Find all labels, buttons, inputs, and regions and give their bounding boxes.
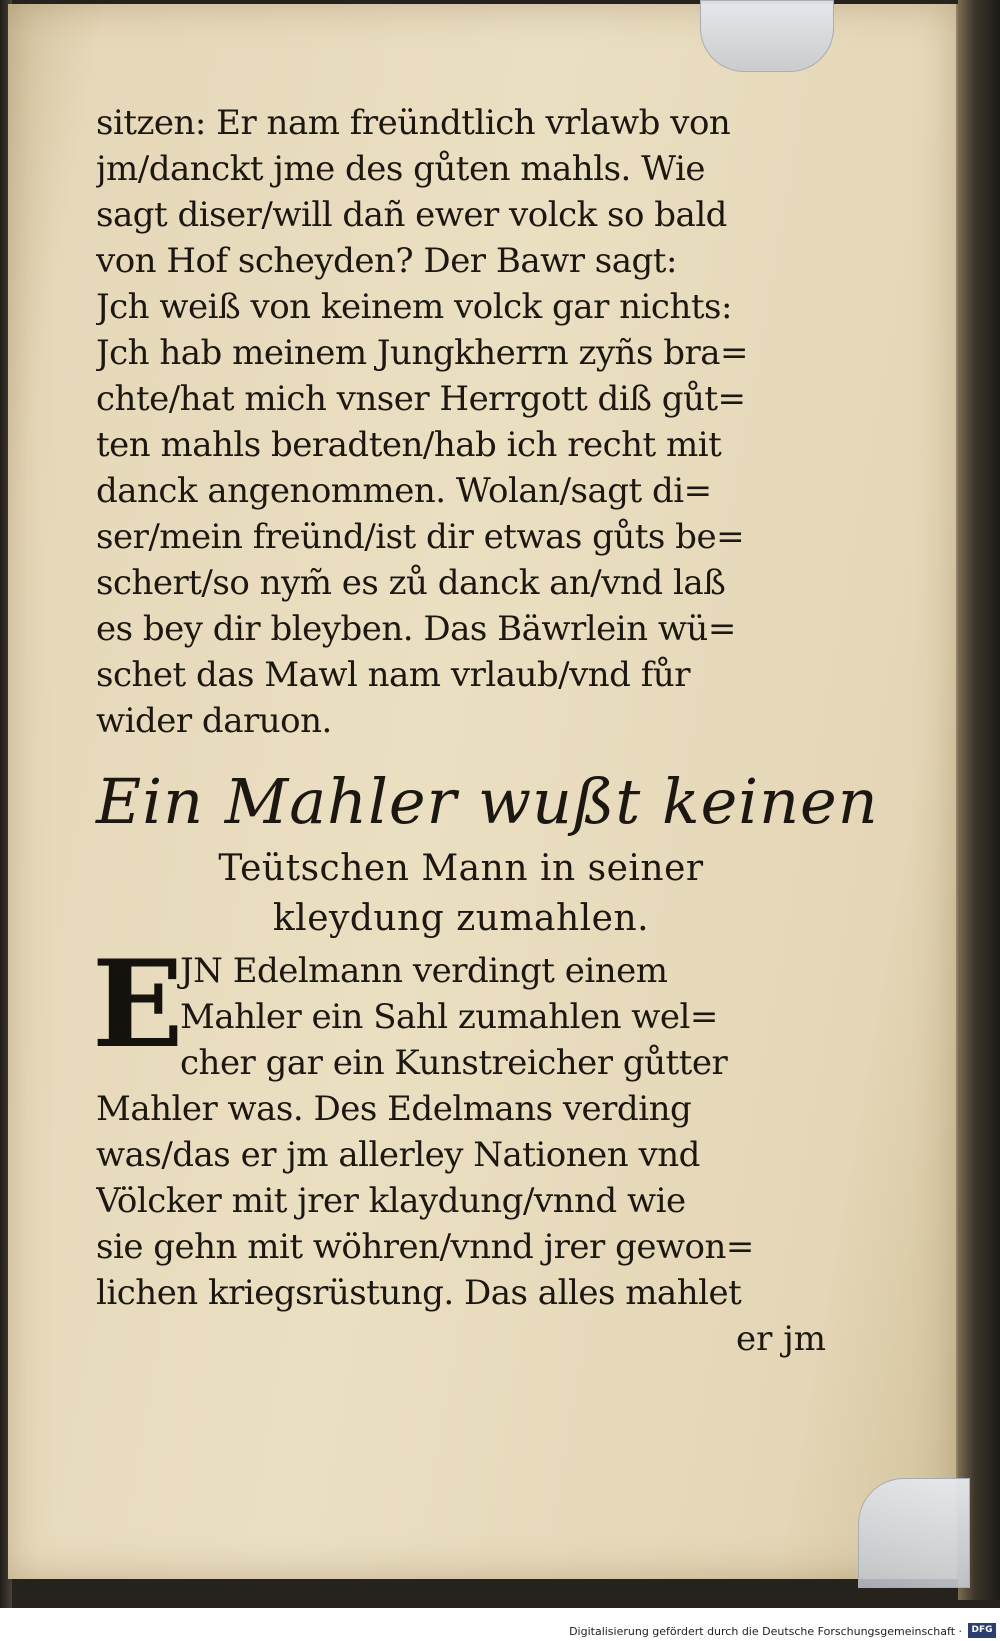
text-line: wider daruon.: [96, 701, 332, 741]
section-subheading-line: Teütschen Mann in seiner: [218, 848, 704, 889]
text-line: sagt diser/will dañ ewer volck so bald: [96, 195, 727, 235]
text-line: schert/so nym̃ es zů danck an/vnd laß: [96, 563, 726, 603]
text-line: Mahler was. Des Edelmans verding: [96, 1089, 692, 1129]
section-subheading-line: kleydung zumahlen.: [272, 898, 650, 939]
text-line: chte/hat mich vnser Herrgott diß gůt=: [96, 379, 746, 419]
text-line: schet das Mawl nam vrlaub/vnd fůr: [96, 655, 690, 695]
text-line: lichen kriegsrüstung. Das alles mahlet: [96, 1273, 742, 1313]
text-line: Jch hab meinem Jungkherrn zyñs bra=: [96, 333, 748, 373]
text-line: Mahler ein Sahl zumahlen wel=: [180, 997, 718, 1037]
drop-cap: E: [92, 934, 184, 1075]
page-clip-top: [700, 0, 834, 72]
text-line: ten mahls beradten/hab ich recht mit: [96, 425, 722, 465]
page-text: [92, 100, 879, 1362]
dfg-logo: DFG: [968, 1623, 996, 1638]
text-line: jm/danckt jme des gůten mahls. Wie: [96, 149, 705, 189]
text-line: von Hof scheyden? Der Bawr sagt:: [96, 241, 677, 281]
book-right-edge: [958, 0, 1000, 1600]
text-line: cher gar ein Kunstreicher gůtter: [180, 1043, 728, 1083]
text-line: JN Edelmann verdingt einem: [180, 951, 668, 991]
section-heading: Ein Mahler wußt keinen: [96, 765, 879, 838]
text-line: sitzen: Er nam freündtlich vrlawb von: [96, 103, 731, 143]
text-line: Völcker mit jrer klaydung/vnnd wie: [96, 1181, 686, 1221]
text-line: es bey dir bleyben. Das Bäwrlein wü=: [96, 609, 736, 649]
text-line: sie gehn mit wöhren/vnnd jrer gewon=: [96, 1227, 754, 1267]
catchword: er jm: [736, 1319, 826, 1359]
text-line: danck angenommen. Wolan/sagt di=: [96, 471, 712, 511]
text-line: was/das er jm allerley Nationen vnd: [96, 1135, 700, 1175]
page-clip-bottom: [858, 1478, 970, 1588]
text-line: Jch weiß von keinem volck gar nichts:: [96, 287, 732, 327]
funding-notice: Digitalisierung gefördert durch die Deutsche Forschungsgemeinschaft ·: [569, 1625, 962, 1638]
text-line: ser/mein freünd/ist dir etwas gůts be=: [96, 517, 745, 557]
drop-cap-paragraph: [92, 934, 826, 1316]
